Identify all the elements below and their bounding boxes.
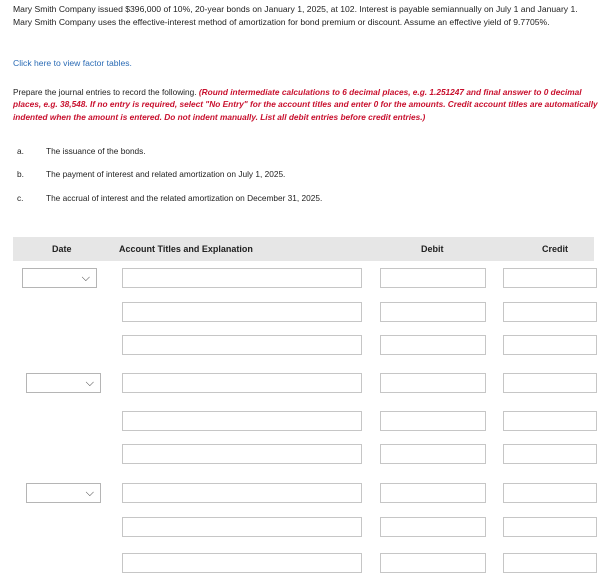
date-select[interactable]	[26, 373, 101, 393]
credit-input[interactable]	[503, 411, 597, 431]
debit-input[interactable]	[380, 553, 486, 573]
credit-input[interactable]	[503, 553, 597, 573]
instructions	[13, 86, 599, 123]
account-title-input[interactable]	[122, 483, 362, 503]
debit-input[interactable]	[380, 302, 486, 322]
debit-input[interactable]	[380, 373, 486, 393]
problem-statement: Mary Smith Company issued $396,000 of 10%, 20-year bonds on January 1, 2025, at 102. Interest is payable semiannually on July 1 and January 1. Mary Smith Company uses the effective-interest method of amortization for bond premium or discount. Assume an effective yield of 9.7705%.	[13, 4, 578, 27]
account-title-input[interactable]	[122, 373, 362, 393]
account-title-input[interactable]	[122, 302, 362, 322]
date-select[interactable]	[22, 268, 97, 288]
credit-input[interactable]	[503, 373, 597, 393]
part-text: The accrual of interest and the related amortization on December 31, 2025.	[46, 193, 323, 203]
header-date: Date	[52, 244, 72, 254]
debit-input[interactable]	[380, 411, 486, 431]
debit-input[interactable]	[380, 483, 486, 503]
instructions-lead: Prepare the journal entries to record the following.	[13, 87, 199, 97]
header-debit: Debit	[421, 244, 444, 254]
part-text: The payment of interest and related amortization on July 1, 2025.	[46, 169, 286, 179]
debit-input[interactable]	[380, 517, 486, 537]
account-title-input[interactable]	[122, 411, 362, 431]
debit-input[interactable]	[380, 444, 486, 464]
account-title-input[interactable]	[122, 517, 362, 537]
debit-input[interactable]	[380, 335, 486, 355]
chevron-down-icon: ⌵	[85, 487, 94, 499]
credit-input[interactable]	[503, 483, 597, 503]
part-label: a.	[17, 146, 24, 156]
chevron-down-icon: ⌵	[85, 377, 94, 389]
account-title-input[interactable]	[122, 268, 362, 288]
account-title-input[interactable]	[122, 335, 362, 355]
account-title-input[interactable]	[122, 553, 362, 573]
part-label: c.	[17, 193, 24, 203]
instructions-note: (Round intermediate calculations to 6 decimal places, e.g. 1.251247 and final answer to 0 decimal places, e.g. 38,548. If no entry is required, select "No Entry" for the account titles and enter 0 for the amounts. Credit account titles are automatically indented when the amount is entered. Do not indent manually. List all debit entries before credit entries.)	[13, 87, 598, 122]
credit-input[interactable]	[503, 444, 597, 464]
header-credit: Credit	[542, 244, 569, 254]
journal-table-header	[13, 237, 594, 261]
credit-input[interactable]	[503, 335, 597, 355]
factor-tables-link[interactable]: Click here to view factor tables.	[13, 58, 132, 68]
chevron-down-icon: ⌵	[81, 272, 90, 284]
account-title-input[interactable]	[122, 444, 362, 464]
part-label: b.	[17, 169, 24, 179]
credit-input[interactable]	[503, 302, 597, 322]
date-select[interactable]	[26, 483, 101, 503]
credit-input[interactable]	[503, 268, 597, 288]
debit-input[interactable]	[380, 268, 486, 288]
header-account: Account Titles and Explanation	[119, 244, 253, 254]
part-text: The issuance of the bonds.	[46, 146, 146, 156]
credit-input[interactable]	[503, 517, 597, 537]
